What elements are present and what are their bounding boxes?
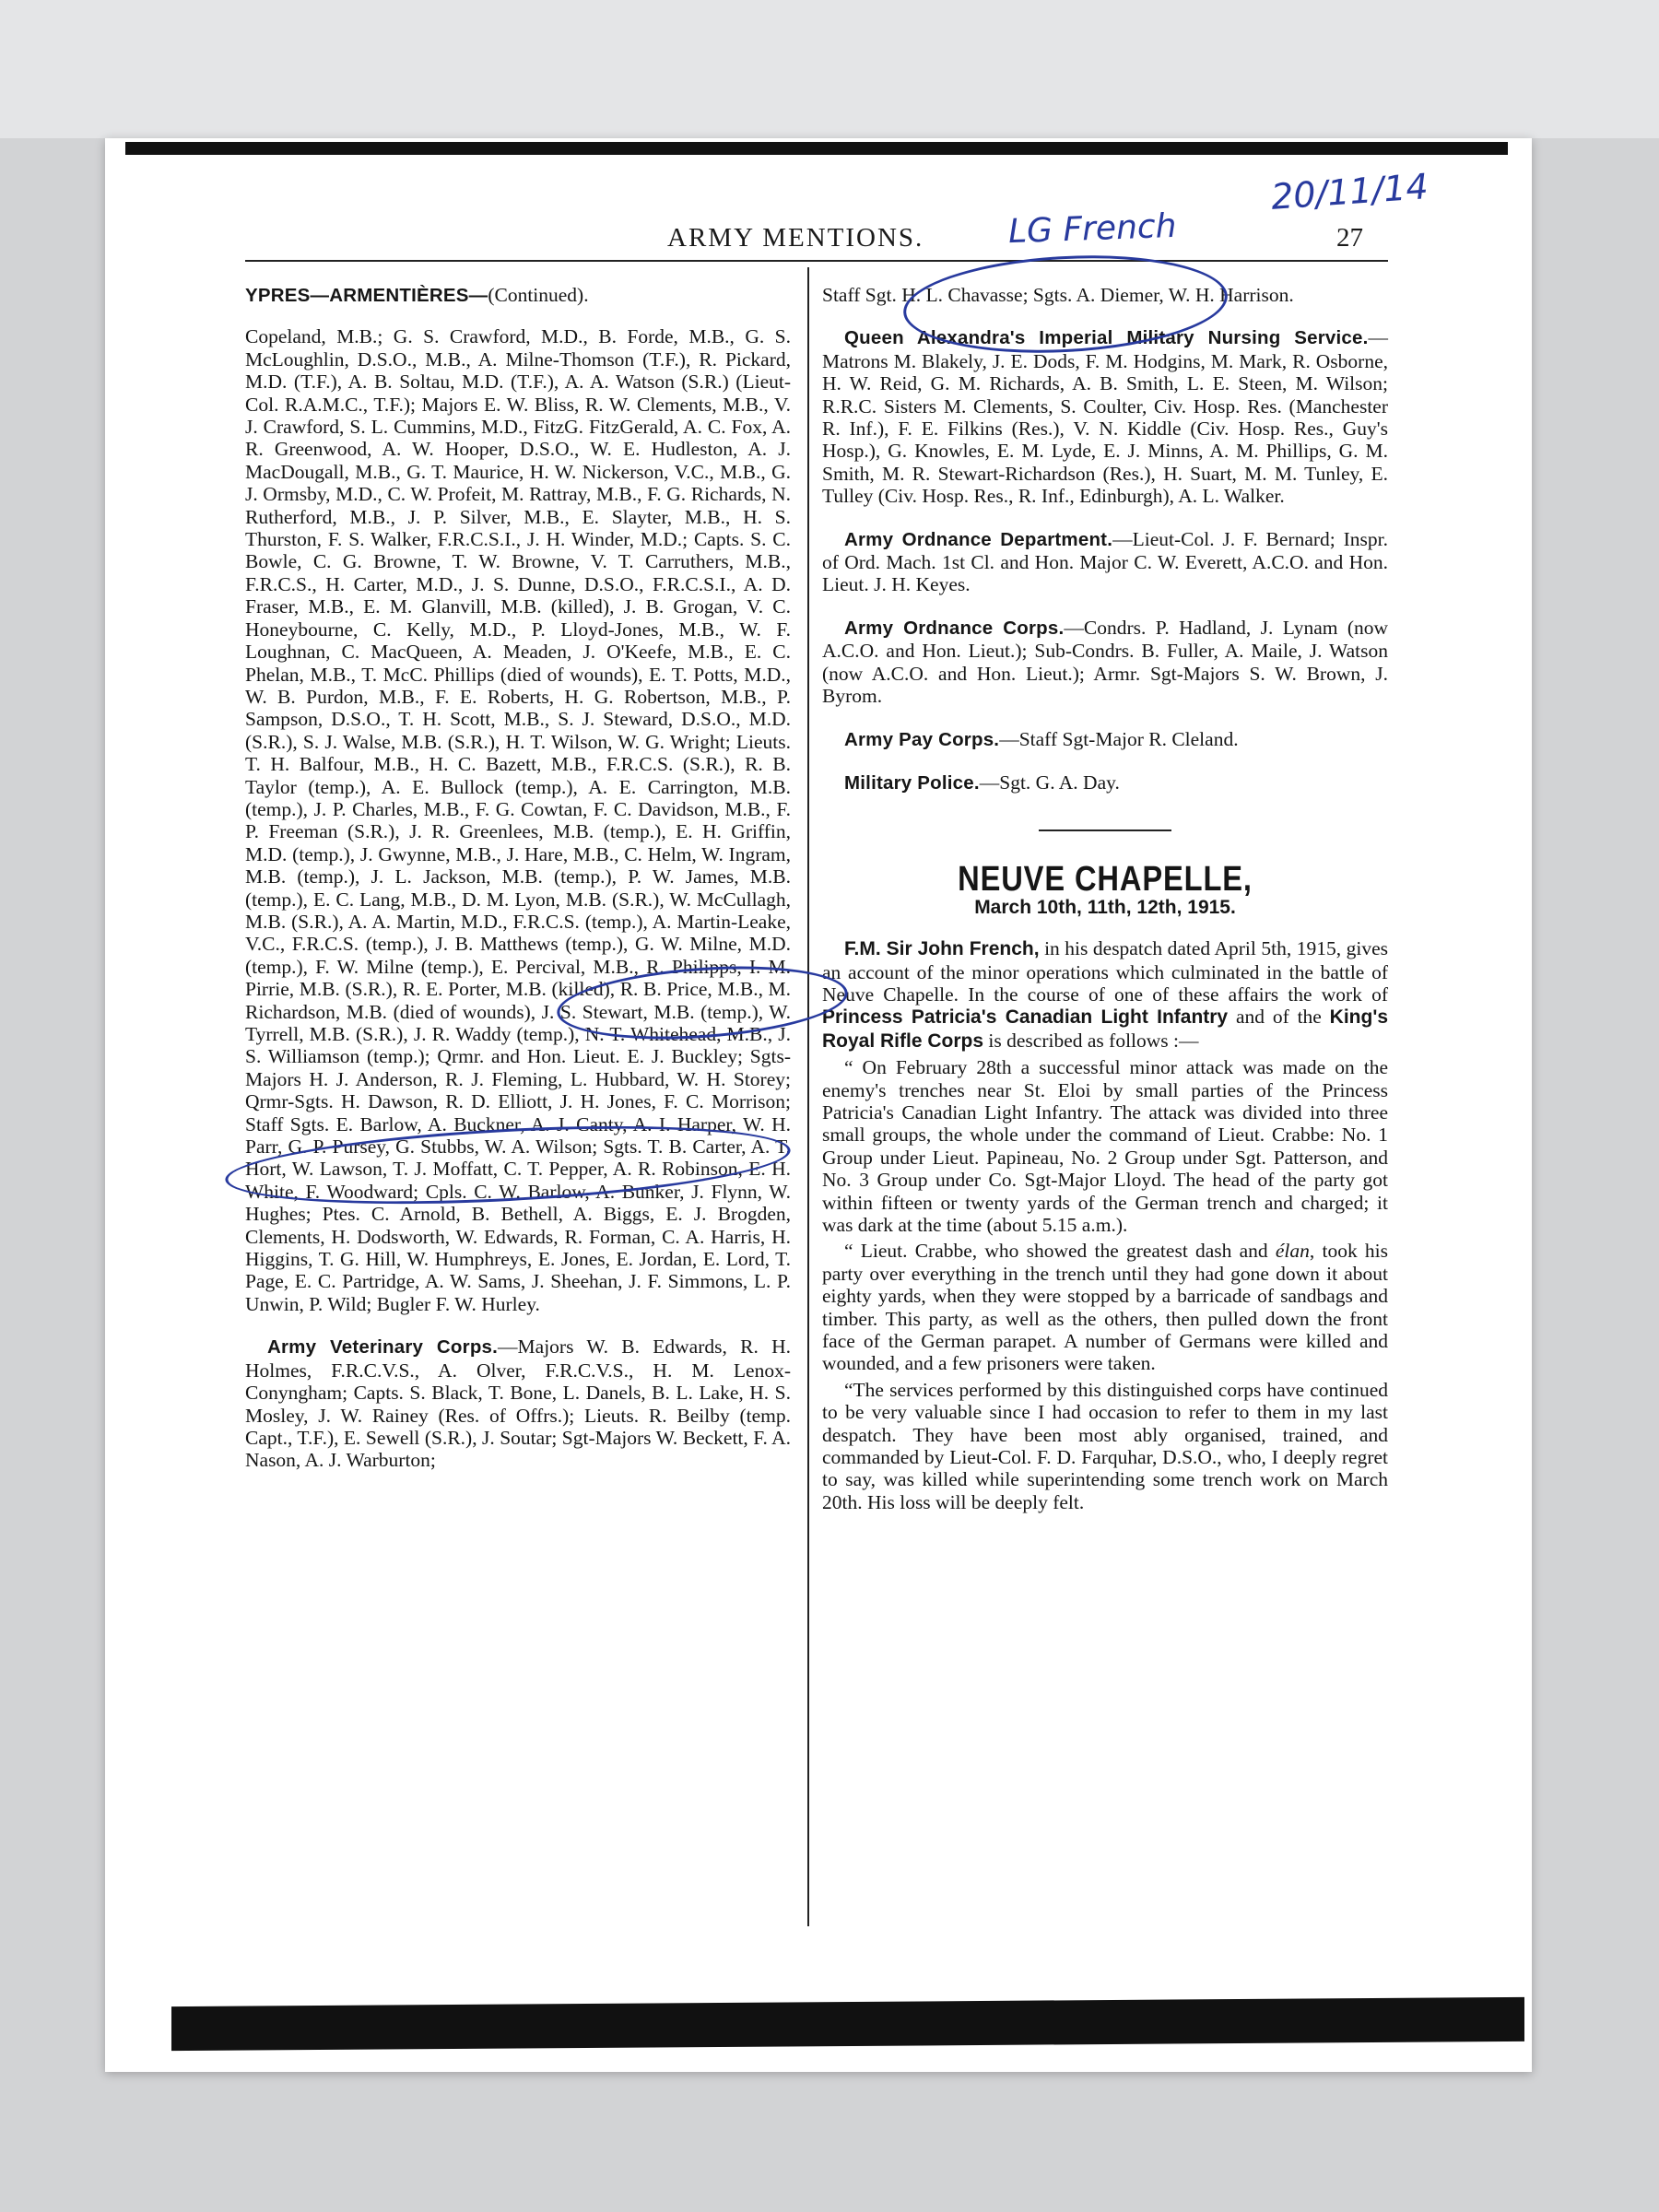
scan-edge-bottom-bar (171, 1997, 1524, 2051)
intro-unit-2: King's Royal Rifle Corps (822, 1006, 1388, 1052)
right-column (822, 284, 1388, 1517)
document-page (105, 138, 1532, 2072)
header-rule (245, 260, 1388, 262)
nursing-heading: Queen Alexandra's Imperial Military Nursing Service. (844, 327, 1369, 349)
left-column (245, 284, 791, 1492)
running-title: ARMY MENTIONS. (667, 223, 924, 253)
ordnance-dept-names: —Lieut-Col. J. F. Bernard; Inspr. of Ord. Mach. 1st Cl. and Hon. Major C. W. Everett, A.C.O. and Hon. Lieut. J. H. Keyes. (822, 527, 1388, 596)
section-title: NEUVE CHAPELLE, (958, 860, 1253, 900)
staff-continuation: Staff Sgt. H. L. Chavasse; Sgts. A. Diemer, W. H. Harrison. (822, 284, 1294, 306)
pay-corps-names: —Staff Sgt-Major R. Cleland. (999, 727, 1239, 750)
intro-paragraph (822, 937, 1388, 1053)
veterinary-paragraph (245, 1335, 791, 1471)
page-header (105, 166, 1532, 256)
despatch-quote (822, 1056, 1388, 1513)
quote-2-start: “ Lieut. Crabbe, who showed the greatest dash and (844, 1240, 1276, 1263)
ordnance-dept-paragraph (822, 528, 1388, 596)
ordnance-corps-paragraph (822, 617, 1388, 708)
ordnance-dept-heading: Army Ordnance Department. (844, 528, 1113, 550)
section-dates: March 10th, 11th, 12th, 1915. (974, 896, 1236, 918)
intro-text-3: is described as follows :— (983, 1029, 1199, 1052)
police-names: —Sgt. G. A. Day. (979, 771, 1120, 794)
pay-corps-paragraph (822, 728, 1388, 751)
quote-paragraph-1: “ On February 28th a successful minor attack was made on the enemy's trenches near St. Eloi by small parties of the Princess Patricia's Canadian Light Infantry. The attack was divided into three small groups, the whole under the command of Lieut. Crabbe: No. 1 Group under Lieut. Papineau, No. 2 Group under Sgt. Patterson, and No. 3 Group under Co. Sgt-Major Lloyd. The head of the party got within fifteen or twenty yards of the German trench and charged; it was dark at the time (about 5.15 a.m.). (822, 1056, 1388, 1236)
intro-unit-1: Princess Patricia's Canadian Light Infantry (822, 1006, 1229, 1029)
section-heading-ypres: YPRES—ARMENTIÈRES— (245, 285, 488, 306)
quote-2-end: , took his party over everything in the trench until they had gone down it about eighty yards, when they were stopped by a barricade of sandbags and timber. This party, as well as the others, then pulled down the front face of the German parapet. A number of Germans were killed and wounded, and a few prisoners were taken. (822, 1240, 1388, 1375)
backdrop (0, 0, 1659, 138)
pay-corps-heading: Army Pay Corps. (844, 728, 1000, 750)
quote-paragraph-2 (822, 1240, 1388, 1374)
section-separator (1039, 830, 1171, 831)
handwritten-note: LG French (1007, 206, 1178, 252)
intro-text-1: in his despatch dated April 5th, 1915, gives an account of the minor operations which culminated in the battle of Neuve Chapelle. In the course of one of these affairs the work of (822, 937, 1388, 1006)
intro-lead: F.M. Sir John French, (844, 938, 1040, 960)
page-number: 27 (1336, 223, 1363, 253)
continued-label: (Continued). (488, 284, 589, 306)
veterinary-heading: Army Veterinary Corps. (267, 1336, 499, 1359)
nursing-paragraph (822, 326, 1388, 507)
handwritten-date: 20/11/14 (1269, 166, 1430, 218)
intro-text-2: and of the (1228, 1006, 1330, 1029)
medical-names-paragraph: Copeland, M.B.; G. S. Crawford, M.D., B. Forde, M.B., G. S. McLoughlin, D.S.O., M.B., A. Milne-Thomson (T.F.), R. Pickard, M.D. (T.F.), A. B. Soltau, M.D. (T.F.), A. A. Watson (S.R.) (Lieut-Col. R.A.M.C., T.F.); Majors E. W. Bliss, R. W. Clements, M.B., V. J. Crawford, S. L. Cummins, M.D., FitzG. FitzGerald, A. C. Fox, A. R. Greenwood, A. W. Hooper, D.S.O., W. E. Hudleston, A. J. MacDougall, M.B., G. T. Maurice, H. W. Nickerson, V.C., M.B., G. J. Ormsby, M.D., C. W. Profeit, M. Rattray, M.B., F. G. Richards, N. Rutherford, M.B., J. P. Silver, M.B., E. Slayter, M.B., H. S. Thurston, F. S. Walker, F.R.C.S.I., J. H. Winder, M.D.; Capts. S. C. Bowle, C. G. Browne, T. W. Browne, V. T. Carruthers, M.B., F.R.C.S., H. Carter, M.D., J. S. Dunne, D.S.O., F.R.C.S.I., A. D. Fraser, M.B., E. M. Glanvill, M.B. (killed), J. B. Grogan, V. C. Honeybourne, C. Kelly, M.D., P. Lloyd-Jones, M.B., W. F. Loughnan, C. MacQueen, A. Meaden, J. O'Keefe, M.B., E. C. Phelan, M.B., T. McC. Phillips (died of wounds), E. T. Potts, M.D., W. B. Purdon, M.B., F. E. Roberts, H. G. Robertson, M.B., P. Sampson, D.S.O., T. H. Scott, M.B., S. J. Steward, D.S.O., M.D. (S.R.), S. J. Walse, M.B. (S.R.), H. T. Wilson, W. G. Wright; Lieuts. T. H. Balfour, M.B., H. C. Bazett, M.B., F.R.C.S. (S.R.), R. B. Taylor (temp.), A. E. Bullock (temp.), A. E. Carrington, M.B. (temp.), J. P. Charles, M.B., F. G. Cowtan, F. C. Davidson, M.B., F. P. Freeman (S.R.), J. R. Greenlees, M.B. (temp.), E. H. Griffin, M.D. (temp.), J. Gwynne, M.B., J. Hare, M.B., C. Helm, W. Ingram, M.B. (temp.), J. L. Jackson, M.B. (temp.), P. W. James, M.B. (temp.), E. C. Lang, M.B., D. M. Lyon, M.B. (S.R.), W. McCullagh, M.B. (S.R.), A. A. Martin, M.D., F.R.C.S. (temp.), A. Martin-Leake, V.C., F.R.C.S. (temp.), J. B. Matthews (temp.), G. W. Milne, M.D. (temp.), F. W. Milne (temp.), E. Percival, M.B., R. Philipps, I. M. Pirrie, M.B. (S.R.), R. E. Porter, M.B. (killed), R. B. Price, M.B., M. Richardson, M.B. (died of wounds), J. S. Stewart, M.B. (temp.), W. Tyrrell, M.B. (S.R.), J. R. Waddy (temp.), N. T. Whitehead, M.B., J. S. Williamson (temp.); Qrmr. and Hon. Lieut. E. J. Buckley; Sgts-Majors H. J. Anderson, R. J. Fleming, L. Hubbard, W. H. Storey; Qrmr-Sgts. H. Dawson, R. D. Elliott, J. H. Jones, F. C. Morrison; Staff Sgts. E. Barlow, A. Buckner, A. J. Canty, A. I. Harper, W. H. Parr, G. P. Pursey, G. Stubbs, W. A. Wilson; Sgts. T. B. Carter, A. T. Hort, W. Lawson, T. J. Moffatt, C. T. Pepper, A. R. Robinson, E. H. White, F. Woodward; Cpls. C. W. Barlow, A. Bunker, J. Flynn, W. Hughes; Ptes. C. Arnold, B. Bethell, A. Biggs, E. J. Brogden, Clements, H. Dodsworth, W. Edwards, R. Forman, C. A. Harris, H. Higgins, T. G. Hill, W. Humphreys, E. Jones, E. Jordan, E. Lord, T. Page, E. C. Partridge, A. W. Sams, J. Sheehan, J. F. Simmons, L. P. Unwin, P. Wild; Bugler F. W. Hurley. (245, 325, 791, 1315)
police-paragraph (822, 771, 1388, 794)
quote-paragraph-3: “The services performed by this distinguished corps have continued to be very valuable since I had occasion to refer to them in my last despatch. They have been most ably organised, trained, and commanded by Lieut-Col. F. D. Farquhar, D.S.O., who, I deeply regret to say, was killed while superintending some trench work on March 20th. His loss will be deeply felt. (822, 1378, 1388, 1513)
ordnance-corps-heading: Army Ordnance Corps. (844, 617, 1065, 639)
scan-edge-top-bar (125, 142, 1508, 155)
police-heading: Military Police. (844, 771, 980, 794)
quote-2-italic: élan (1275, 1240, 1310, 1263)
column-divider (807, 267, 809, 1926)
nursing-names: —Matrons M. Blakely, J. E. Dods, F. M. Hodgins, M. Mark, R. Osborne, H. W. Reid, G. M. Richards, A. B. Smith, L. E. Steen, M. Wilson; R.R.C. Sisters M. Clements, S. Coulter, Civ. Hosp. Res. (Manchester R. Inf.), F. E. Filkins (Res.), V. N. Kiddle (Civ. Hosp. Res., Guy's Hosp.), G. Knowles, E. M. Lyde, E. J. Minns, A. M. Phillips, G. M. Smith, M. R. Stewart-Richardson (Res.), H. Suart, M. M. Tunley, E. Tulley (Civ. Hosp. Res., R. Inf., Edinburgh), A. L. Walker. (822, 326, 1388, 508)
ordnance-corps-names: —Condrs. P. Hadland, J. Lynam (now A.C.O. and Hon. Lieut.); Sub-Condrs. B. Fuller, A. Maile, J. Watson (now A.C.O. and Hon. Lieut.); Armr. Sgt-Majors S. W. Brown, J. Byrom. (822, 616, 1389, 708)
veterinary-names: —Majors W. B. Edwards, R. H. Holmes, F.R.C.V.S., A. Olver, F.R.C.V.S., H. M. Lenox-Conyngham; Capts. S. Black, T. Bone, L. Danels, B. L. Lake, H. S. Mosley, J. W. Rainey (Res. of Offrs.); Lieuts. R. Beilby (temp. Capt., T.F.), E. Sewell (S.R.), J. Soutar; Sgt-Majors W. Beckett, F. A. Nason, A. J. Warburton; (245, 1335, 791, 1472)
continued-heading (245, 284, 791, 307)
